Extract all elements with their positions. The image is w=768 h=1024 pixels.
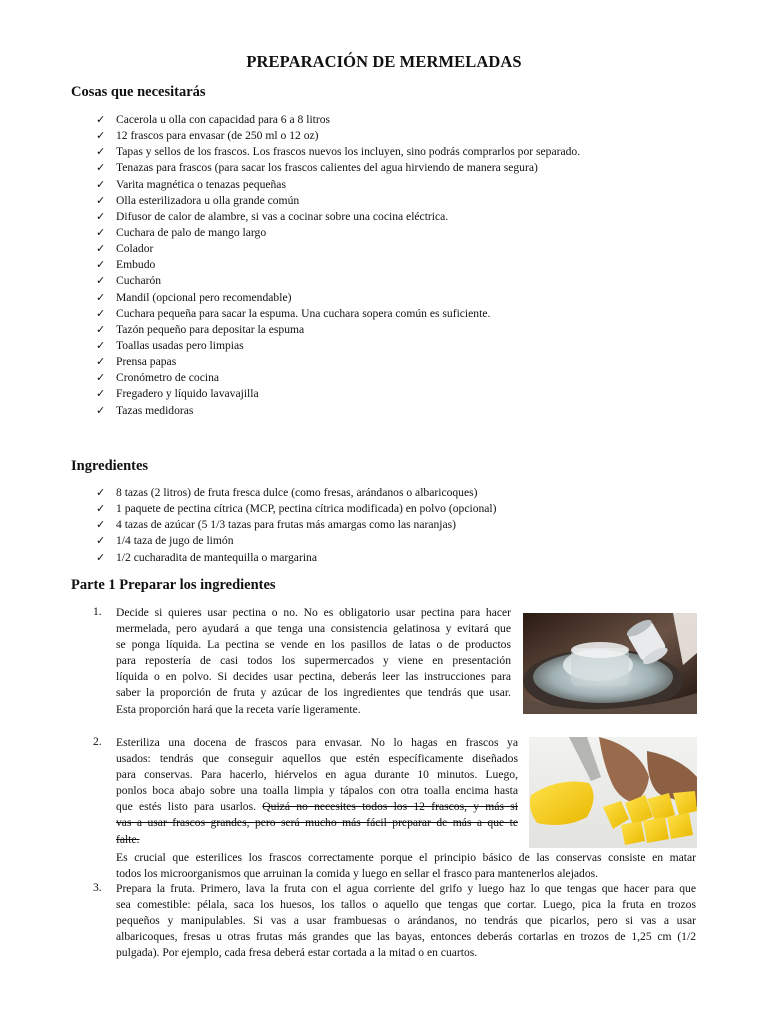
- step2-line: para conservas. Para hacerlo, hiérvelos en agua durante 10 minutos. Luego,: [116, 768, 518, 782]
- ingredients-list-item: ✓ 8 tazas (2 litros) de fruta fresca dulce (como fresas, arándanos o albaricoques): [96, 485, 497, 501]
- step2-number: 2.: [93, 735, 102, 748]
- things-list-item: ✓ Tapas y sellos de los frascos. Los frascos nuevos los incluyen, sino podrás comprarlos por separado.: [96, 144, 580, 160]
- step3-line: pequeños y manipulables. Si vas a usar frambuesas o arándanos, no tendrás que picarlos, pero si vas a usar: [116, 914, 696, 928]
- part1-heading: Parte 1 Preparar los ingredientes: [71, 577, 276, 593]
- step2-line: [116, 815, 518, 831]
- step1-line: saber la proporción de fruta y azúcar de los ingredientes que tendrás que usar.: [116, 686, 511, 700]
- step1-line: Esta proporción hará que la receta varíe ligeramente.: [116, 702, 361, 716]
- things-list-item: ✓ Tazas medidoras: [96, 403, 580, 419]
- things-list-item: ✓ Fregadero y líquido lavavajilla: [96, 386, 580, 402]
- step2-line: todos los microorganismos que arruinan la comida y luego en sellar el frasco para mantenerlos alejados.: [116, 867, 599, 881]
- things-list-item: ✓ Cronómetro de cocina: [96, 370, 580, 386]
- step2-line: [116, 799, 518, 815]
- step2-line: usados: tendrás que conseguir aquellos que estén específicamente diseñados: [116, 752, 518, 766]
- things-list-item: ✓ Embudo: [96, 257, 580, 273]
- things-list-item: ✓ Cacerola u olla con capacidad para 6 a 8 litros: [96, 112, 580, 128]
- things-list-item: ✓ Cuchara pequeña para sacar la espuma. Una cuchara sopera común es suficiente.: [96, 306, 580, 322]
- ingredients-heading: Ingredientes: [71, 458, 149, 474]
- step1-line: para repostería de casi todos los supermercados y viene en presentación: [116, 654, 511, 668]
- things-list-item: ✓ Toallas usadas pero limpias: [96, 338, 580, 354]
- step2-struck-text: falte.: [116, 832, 140, 846]
- step3-number: 3.: [93, 881, 102, 894]
- ingredients-list-item: ✓ 1/4 taza de jugo de limón: [96, 533, 497, 549]
- step2-text: [116, 735, 518, 848]
- step1-number: 1.: [93, 605, 102, 618]
- step3-line: pulgada). Por ejemplo, cada fresa deberá estar cortada a la mitad o en cuartos.: [116, 946, 478, 960]
- step3-line: sea comestible: pélala, saca los huesos, los tallos o aquello que tengas que cortar. Luego, pica la fruta en trozos: [116, 898, 696, 912]
- things-list-item: ✓ Prensa papas: [96, 354, 580, 370]
- pectin-jar-photo: [523, 613, 697, 714]
- ingredients-list: [96, 485, 497, 566]
- step2-line: Esteriliza una docena de frascos para envasar. No lo hagas en frascos ya: [116, 736, 518, 749]
- step2-struck-text: vas a usar frascos grandes, pero será mucho más fácil preparar de más a que te: [116, 816, 518, 830]
- things-list-item: ✓ Cucharón: [96, 273, 580, 289]
- step1-line: mermelada, pero ayudará a que tenga una consistencia gelatinosa y evitará que: [116, 622, 511, 636]
- things-list-item: ✓ Tazón pequeño para depositar la espuma: [96, 322, 580, 338]
- document-title: PREPARACIÓN DE MERMELADAS: [246, 52, 522, 71]
- things-list-item: ✓ Mandil (opcional pero recomendable): [96, 290, 580, 306]
- things-list-item: ✓ Olla esterilizadora u olla grande común: [96, 193, 580, 209]
- things-list-item: ✓ Colador: [96, 241, 580, 257]
- step2-struck-text: Quizá no necesites todos los 12 frascos, y más si: [262, 800, 518, 814]
- step1-text: [116, 605, 511, 718]
- step3-line: albaricoques, fresas u otras frutas más grandes que las bayas, entonces deberás cortarlas en trozos de 1,25 cm (1/2: [116, 930, 696, 944]
- cutting-fruit-photo: [529, 737, 697, 848]
- step3-line: Prepara la fruta. Primero, lava la fruta con el agua corriente del grifo y luego haz lo que tengas que hacer para que: [116, 882, 696, 895]
- things-list-item: ✓ Difusor de calor de alambre, si vas a cocinar sobre una cocina eléctrica.: [96, 209, 580, 225]
- ingredients-list-item: ✓ 1/2 cucharadita de mantequilla o margarina: [96, 550, 497, 566]
- ingredients-list-item: ✓ 4 tazas de azúcar (5 1/3 tazas para frutas más amargas como las naranjas): [96, 517, 497, 533]
- things-list-item: ✓ 12 frascos para envasar (de 250 ml o 12 oz): [96, 128, 580, 144]
- step1-line: se ponga líquida. La pectina se vende en los pasillos de latas o de productos: [116, 638, 511, 652]
- step2-line: Es crucial que esterilices los frascos correctamente porque el principio básico de las conservas consiste en matar: [116, 851, 696, 864]
- step3-text: [116, 881, 696, 961]
- things-heading: Cosas que necesitarás: [71, 84, 206, 100]
- things-list: [96, 112, 580, 419]
- step2-line: [116, 832, 518, 848]
- step2-continuation: [116, 850, 696, 882]
- ingredients-list-item: ✓ 1 paquete de pectina cítrica (MCP, pectina cítrica modificada) en polvo (opcional): [96, 501, 497, 517]
- things-list-item: ✓ Cuchara de palo de mango largo: [96, 225, 580, 241]
- step2-line: ponlos boca abajo sobre una toalla limpia y tápalos con otra toalla encima hasta: [116, 784, 518, 798]
- things-list-item: ✓ Varita magnética o tenazas pequeñas: [96, 177, 580, 193]
- step1-line: Decide si quieres usar pectina o no. No es obligatorio usar pectina para hacer: [116, 606, 511, 619]
- step1-line: líquida o en polvo. Si decides usar pectina, deberás leer las instrucciones para: [116, 670, 511, 684]
- things-list-item: ✓ Tenazas para frascos (para sacar los frascos calientes del agua hirviendo de manera segura): [96, 160, 580, 176]
- step2-line5-plain: que estés listo para usarlos.: [116, 800, 257, 814]
